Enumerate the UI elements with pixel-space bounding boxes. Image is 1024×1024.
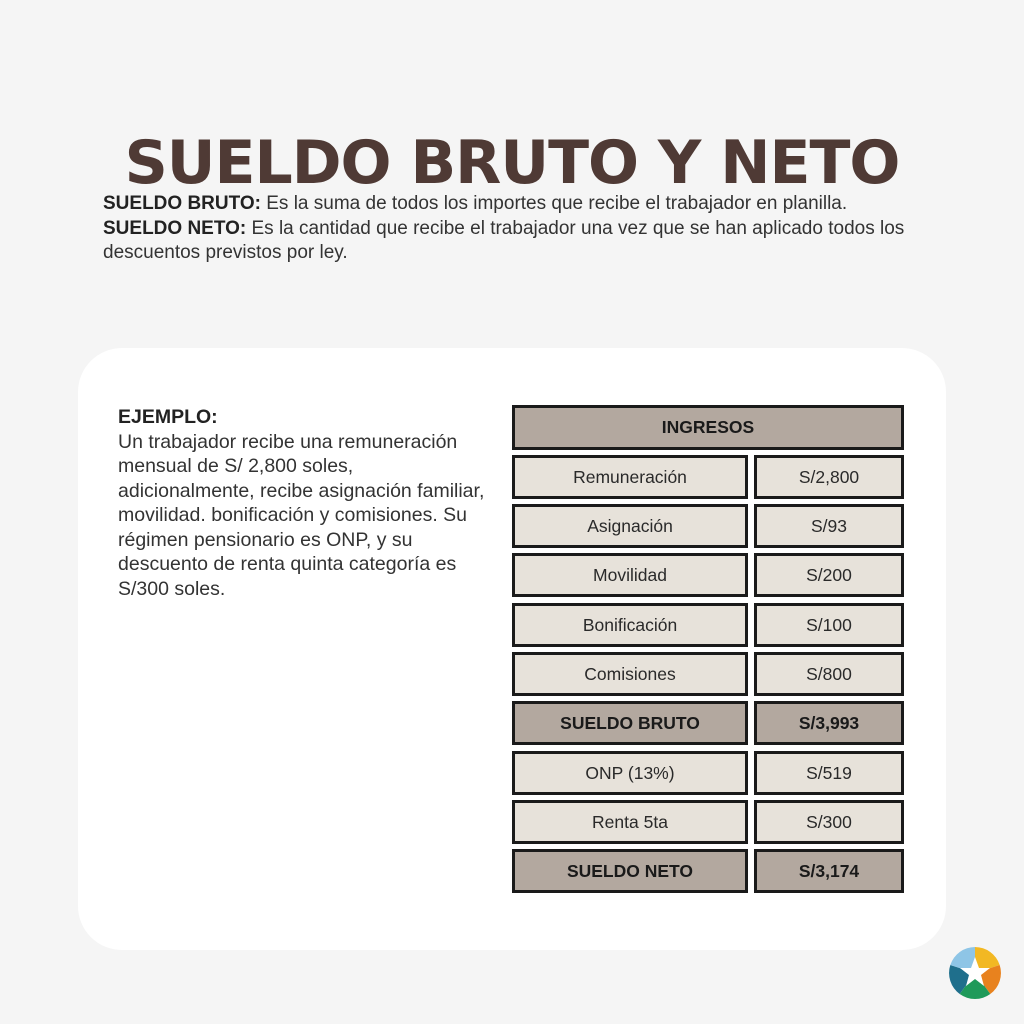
- definition-term: SUELDO BRUTO:: [103, 193, 261, 214]
- definitions: [103, 192, 923, 266]
- table-row-label-total: SUELDO BRUTO: [512, 701, 748, 745]
- table-row-value: S/2,800: [754, 455, 904, 499]
- definition-text: Es la suma de todos los importes que recibe el trabajador en planilla.: [260, 193, 848, 214]
- star-circle-logo-icon: [948, 946, 1002, 1000]
- definition-term: SUELDO NETO:: [103, 217, 247, 239]
- table-row-value-total: S/3,993: [754, 701, 904, 745]
- definition-neto: [103, 217, 923, 266]
- table-row-value: S/300: [754, 800, 904, 844]
- table-row-value-total: S/3,174: [754, 849, 904, 893]
- table-row-label: Remuneración: [512, 455, 748, 499]
- example-heading: EJEMPLO:: [118, 406, 218, 428]
- table-row-label: Asignación: [512, 504, 748, 548]
- table-row-value: S/93: [754, 504, 904, 548]
- table-row-value: S/519: [754, 751, 904, 795]
- definition-bruto: [103, 192, 923, 217]
- example-block: [118, 405, 490, 601]
- table-row-label-total: SUELDO NETO: [512, 849, 748, 893]
- table-row-label: Movilidad: [512, 553, 748, 597]
- definition-text: Es la cantidad que recibe el trabajador una vez que se han aplicado todos los descuentos previstos por ley.: [103, 217, 905, 263]
- example-text: Un trabajador recibe una remuneración mensual de S/ 2,800 soles, adicionalmente, recibe asignación familiar, movilidad. bonificación y comisiones. Su régimen pensionario es ONP, y su descuento de renta quinta categoría es S/300 soles.: [118, 430, 485, 600]
- table-row-label: ONP (13%): [512, 751, 748, 795]
- table-row-label: Renta 5ta: [512, 800, 748, 844]
- table-row-value: S/100: [754, 603, 904, 647]
- table-header: INGRESOS: [512, 405, 904, 450]
- table-row-label: Comisiones: [512, 652, 748, 696]
- table-row-label: Bonificación: [512, 603, 748, 647]
- page-title: SUELDO BRUTO Y NETO: [124, 128, 900, 199]
- table-row-value: S/800: [754, 652, 904, 696]
- table-row-value: S/200: [754, 553, 904, 597]
